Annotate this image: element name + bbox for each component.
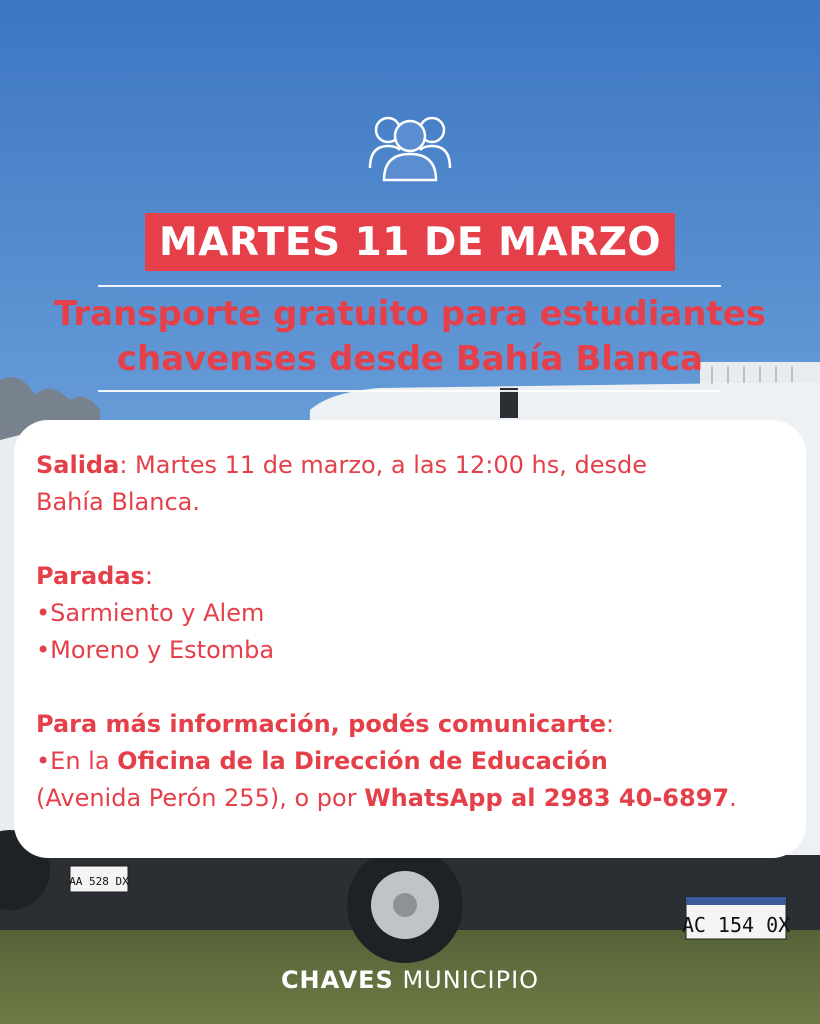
divider-top bbox=[98, 285, 721, 287]
info-heading: Para más información, podés comunicarte: bbox=[36, 710, 615, 738]
office-name: Oficina de la Dirección de Educación bbox=[117, 747, 608, 775]
office-line: •En la Oficina de la Dirección de Educación bbox=[36, 747, 608, 775]
salida-line-2: Bahía Blanca. bbox=[36, 488, 200, 516]
salida-line bbox=[36, 447, 796, 484]
salida-label: Salida bbox=[36, 451, 120, 479]
footer-logo bbox=[0, 966, 820, 994]
stop-item: •Moreno y Estomba bbox=[36, 636, 275, 664]
divider-bottom bbox=[98, 390, 721, 392]
info-label: Para más información, podés comunicarte bbox=[36, 710, 607, 738]
info-card-text bbox=[36, 447, 796, 817]
plate-left-text: AA 528 DX bbox=[69, 875, 129, 888]
plate-right-text: AC 154 0X bbox=[681, 913, 791, 937]
stop-item: •Sarmiento y Alem bbox=[36, 599, 265, 627]
address: (Avenida Perón 255), o por bbox=[36, 784, 365, 812]
title-line-1: Transporte gratuito para estudiantes bbox=[53, 294, 767, 334]
footer-suffix: MUNICIPIO bbox=[393, 966, 540, 994]
page-title bbox=[20, 292, 800, 382]
whatsapp-contact: WhatsApp al 2983 40-6897 bbox=[364, 784, 730, 812]
contact-line: (Avenida Perón 255), o por WhatsApp al 2983 40-6897. bbox=[36, 784, 737, 812]
paradas-heading: Paradas: bbox=[36, 562, 153, 590]
people-group-icon bbox=[366, 108, 454, 182]
date-badge: MARTES 11 DE MARZO bbox=[145, 213, 675, 271]
salida-text: : Martes 11 de marzo, a las 12:00 hs, desde bbox=[119, 451, 648, 479]
paradas-label: Paradas bbox=[36, 562, 145, 590]
footer-brand: CHAVES bbox=[280, 966, 394, 994]
title-line-2: chavenses desde Bahía Blanca bbox=[116, 339, 704, 379]
